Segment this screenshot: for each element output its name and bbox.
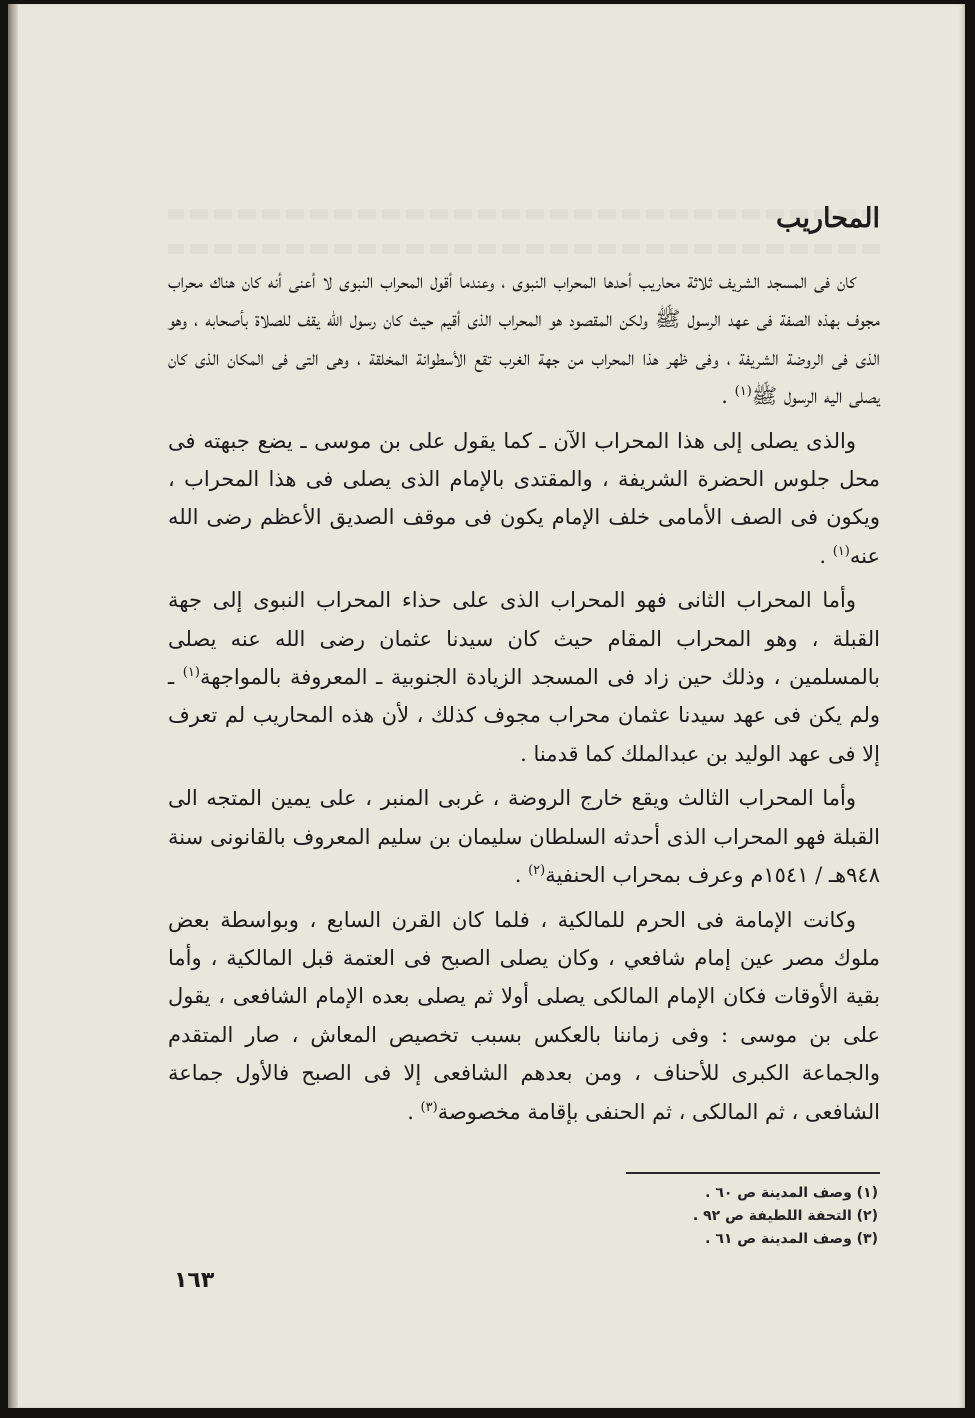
page-number: ١٦٣: [174, 1268, 215, 1293]
footnote-ref: (٢): [528, 863, 546, 879]
book-page: [8, 4, 965, 1408]
paragraph-text: وأما المحراب الثالث ويقع خارج الروضة ، غربى المنبر ، على يمين المتجه الى القبلة فهو المحراب الذى أحدثه السلطان سليمان بن سليم المعروف بالقانونى سنة ٩٤٨هـ / ١٥٤١م وعرف بمحراب الحنفية: [168, 786, 880, 888]
footnote-3: (٣) وصف المدينة ص ٦١ .: [705, 1231, 878, 1247]
paragraph-2: [168, 422, 880, 576]
section-heading: المحاريب: [775, 203, 880, 234]
footnotes: [568, 1182, 878, 1251]
footnote-ref: (١): [734, 384, 752, 400]
footnote-divider: [626, 1172, 880, 1174]
paragraph-4: [168, 779, 880, 894]
footnote-ref: (١): [832, 543, 850, 559]
paragraph-3: [168, 581, 880, 773]
paragraph-tail: .: [819, 543, 833, 568]
paragraph-1: [168, 262, 880, 416]
paragraph-tail: ـ ولم يكن فى عهد سيدنا عثمان محراب مجوف كذلك ، لأن هذه المحاريب لم تعرف إلا فى عهد الوليد بن عبدالملك كما قدمنا .: [168, 665, 880, 766]
paragraph-tail: .: [514, 863, 529, 888]
paragraph-tail: .: [407, 1099, 421, 1124]
footnote-ref: (١): [182, 665, 200, 681]
footnote-1: (١) وصف المدينة ص ٦٠ .: [705, 1185, 878, 1201]
footnote-ref: (٣): [420, 1099, 438, 1115]
paragraph-tail: .: [721, 384, 735, 409]
paragraph-text: وكانت الإمامة فى الحرم للمالكية ، فلما كان القرن السابع ، وبواسطة بعض ملوك مصر عين إمام شافعي ، وكان يصلى الصبح فى العتمة قبل المالكية ، وأما بقية الأوقات فكان الإمام المالكى يصلى أولا ثم يصلى بعده الإمام الشافعى ، يقول على بن موسى : وفى زماننا بالعكس بسبب تخصيص المعاش ، صار المتقدم والجماعة الكبرى للأحناف ، ومن بعدهم الشافعى إلا فى الصبح فالأول جماعة الشافعى ، ثم المالكى ، ثم الحنفى بإقامة مخصوصة: [168, 907, 880, 1124]
paragraph-5: [168, 901, 880, 1131]
paragraph-text: كان فى المسجد الشريف ثلاثة محاريب أحدها المحراب النبوى ، وعندما أقول المحراب النبوى لا أعنى أنه كان هناك محراب مجوف بهذه الصفة فى عهد الرسول ﷺ ولكن المقصود هو المحراب الذى أقيم حيث كان رسول الله يقف للصلاة بأصحابه ، وهو الذى فى الروضة الشريفة ، وفى ظهر هذا المحراب من جهة الغرب تقع الأسطوانة المخلقة ، وهى التى فى المكان الذى كان يصلى اليه الرسول ﷺ: [168, 269, 880, 409]
book-spine-shadow: [8, 4, 18, 1408]
paragraph-text: وأما المحراب الثانى فهو المحراب الذى على حذاء المحراب النبوى إلى جهة القبلة ، وهو المحراب المقام حيث كان سيدنا عثمان رضى الله عنه يصلى بالمسلمين ، وذلك حين زاد فى المسجد الزيادة الجنوبية ـ المعروفة بالمواجهة: [168, 588, 880, 690]
paragraph-text: والذى يصلى إلى هذا المحراب الآن ـ كما يقول على بن موسى ـ يضع جبهته فى محل جلوس الحضرة الشريفة ، والمقتدى بالإمام الذى يصلى فى هذا المحراب ، ويكون فى الصف الأمامى خلف الإمام يكون فى موقف الصديق الأعظم رضى الله عنه: [168, 428, 880, 568]
footnote-2: (٢) التحفة اللطيفة ص ٩٢ .: [692, 1208, 878, 1224]
main-text-block: [168, 200, 880, 1137]
